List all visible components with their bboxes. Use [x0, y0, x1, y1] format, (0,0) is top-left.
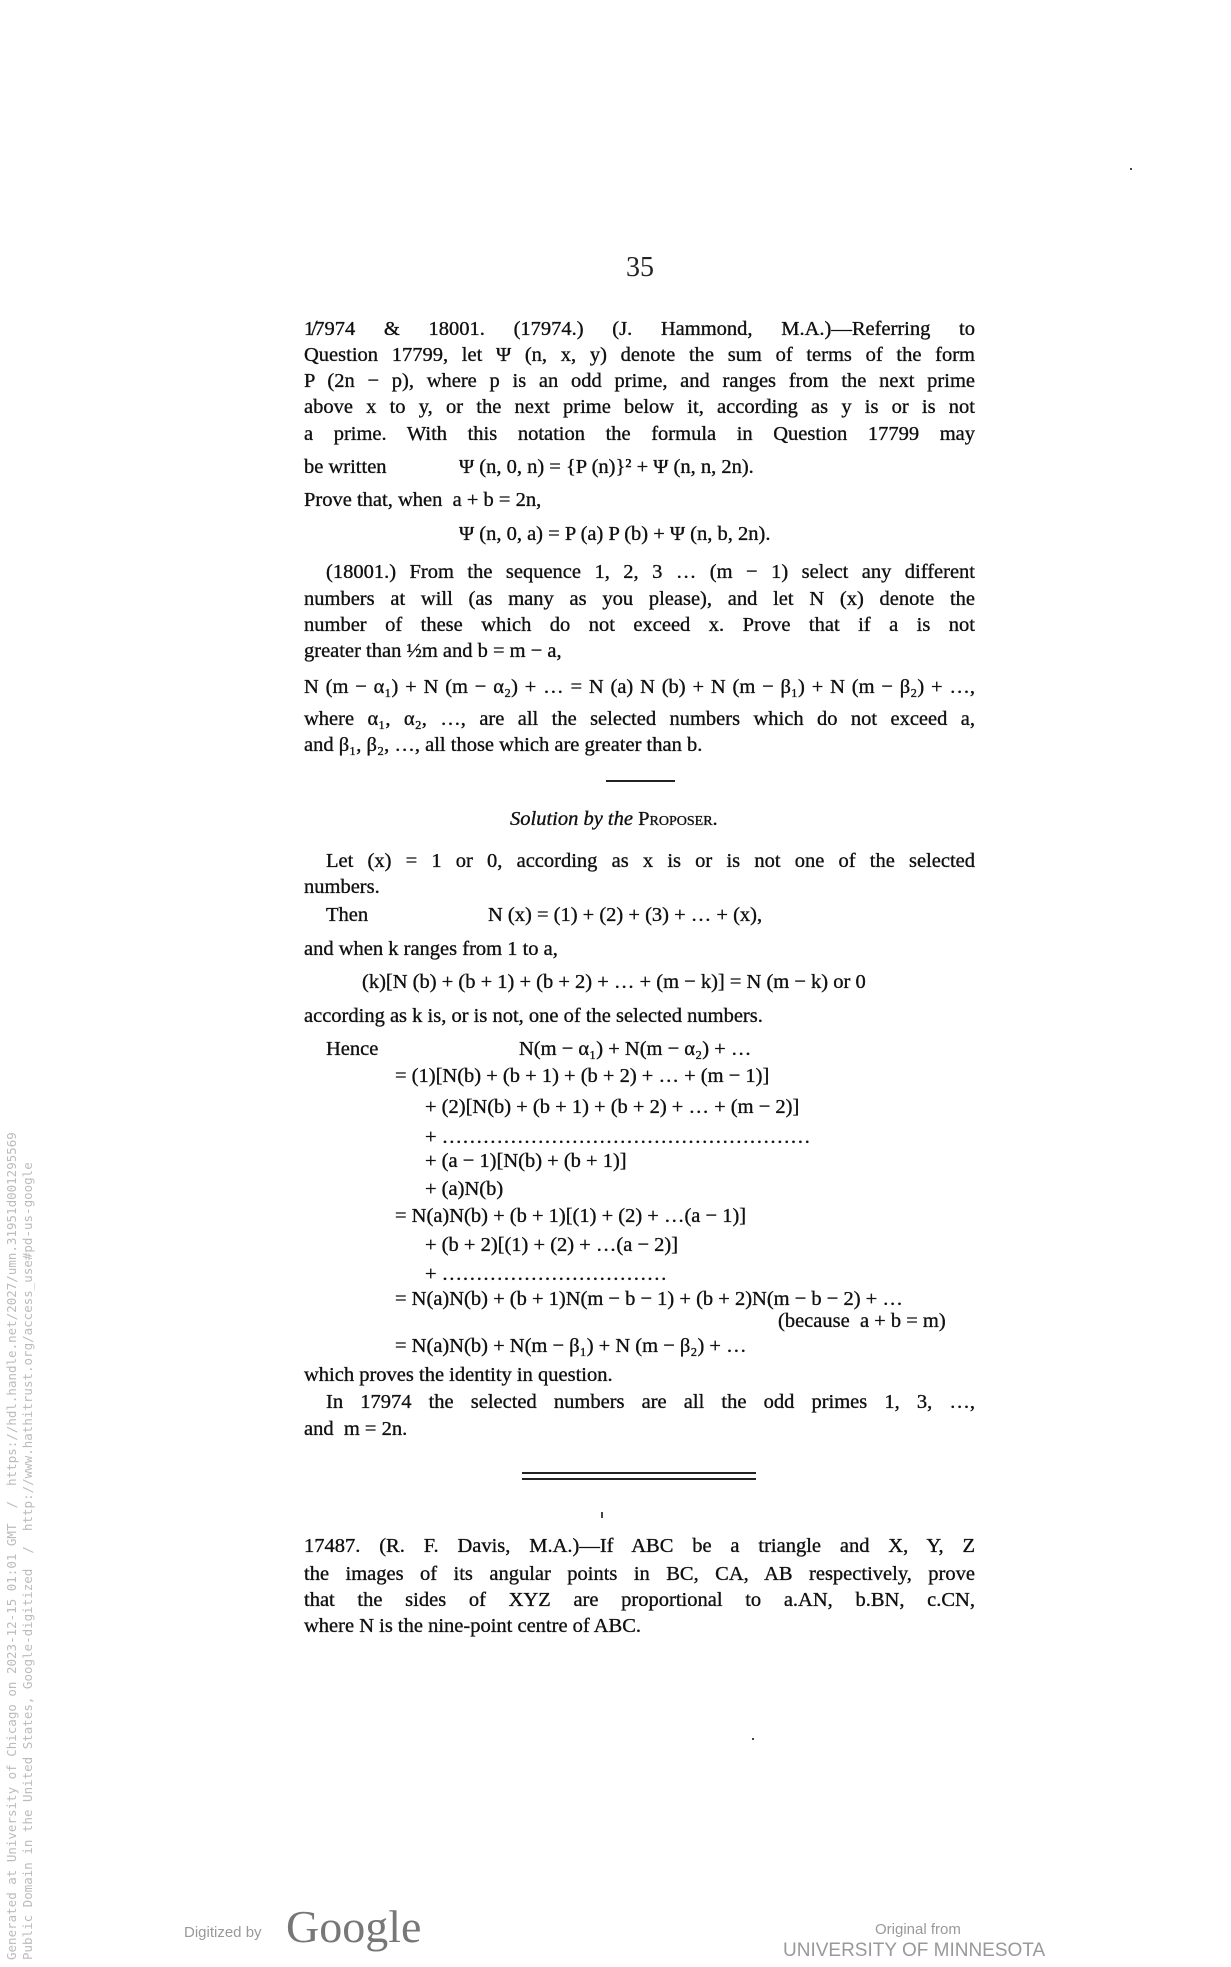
text-line: which proves the identity in question.: [304, 1364, 613, 1386]
formula: Ψ (n, 0, a) = P (a) P (b) + Ψ (n, b, 2n).: [459, 523, 771, 545]
text-line: numbers.: [304, 876, 380, 898]
text-line: greater than ½m and b = m − a,: [304, 640, 562, 662]
text-line: and β₁, β₂, …, all those which are greater than b.: [304, 734, 703, 756]
text-line: In 17974 the selected numbers are all the odd primes 1, 3, …,: [326, 1391, 975, 1413]
equation-line: + (a − 1)[N(b) + (b + 1)]: [425, 1150, 627, 1172]
equation-line: = N(a)N(b) + N(m − β₁) + N (m − β₂) + …: [395, 1335, 747, 1357]
text-line: where α₁, α₂, …, are all the selected numbers which do not exceed a,: [304, 708, 975, 730]
text-line: P (2n − p), where p is an odd prime, and ranges from the next prime: [304, 370, 975, 392]
university: UNIVERSITY OF MINNESOTA: [783, 1940, 1046, 1961]
text-line: Prove that, when a + b = 2n,: [304, 489, 542, 511]
text-line: where N is the nine-point centre of ABC.: [304, 1615, 642, 1637]
equation-line: = N(a)N(b) + (b + 1)[(1) + (2) + …(a − 1)]: [395, 1205, 747, 1227]
formula: N (x) = (1) + (2) + (3) + … + (x),: [488, 904, 763, 926]
equation-line: + ……………………………: [425, 1263, 668, 1285]
formula: Ψ (n, 0, n) = {P (n)}² + Ψ (n, n, 2n).: [459, 456, 754, 478]
digitized-by: Digitized by: [184, 1924, 262, 1941]
text-line: and when k ranges from 1 to a,: [304, 938, 558, 960]
equation-line: + ………………………………………………: [425, 1126, 811, 1148]
solution-heading-caps: Proposer.: [638, 808, 718, 830]
text-line: above x to y, or the next prime below it, according as y is or is not: [304, 396, 975, 418]
formula: (k)[N (b) + (b + 1) + (b + 2) + … + (m − k)] = N (m − k) or 0: [362, 971, 866, 993]
equation-line: = N(a)N(b) + (b + 1)N(m − b − 1) + (b + 2)N(m − b − 2) + …: [395, 1288, 903, 1310]
watermark-line-2: Public Domain in the United States, Google-digitized / http://www.hathitrust.org/access_use#pd-us-google: [20, 1162, 35, 1960]
text-line: Then: [326, 904, 369, 926]
equation-line: + (2)[N(b) + (b + 1) + (b + 2) + … + (m − 2)]: [425, 1096, 800, 1118]
original-from: Original from: [875, 1921, 961, 1938]
text-line: number of these which do not exceed x. Prove that if a is not: [304, 614, 975, 636]
double-rule-bottom: [522, 1478, 756, 1480]
speck: [752, 1738, 754, 1740]
watermark: [4, 1132, 36, 1960]
equation-note: (because a + b = m): [778, 1310, 946, 1332]
text-line: 17487. (R. F. Davis, M.A.)—If ABC be a triangle and X, Y, Z: [304, 1535, 975, 1557]
equation-line: + (b + 2)[(1) + (2) + …(a − 2)]: [425, 1234, 679, 1256]
solution-heading: [510, 807, 718, 831]
print-mark: [601, 1512, 603, 1518]
solution-heading-italic: Solution by the: [510, 808, 633, 830]
section-divider: [606, 780, 675, 782]
text-line: according as k is, or is not, one of the selected numbers.: [304, 1005, 763, 1027]
equation-line: = (1)[N(b) + (b + 1) + (b + 2) + … + (m − 1)]: [395, 1065, 770, 1087]
text-line: (18001.) From the sequence 1, 2, 3 … (m − 1) select any different: [326, 561, 975, 583]
text-line: Hence: [326, 1038, 379, 1060]
speck: [1130, 168, 1132, 170]
text-line: Question 17799, let Ψ (n, x, y) denote the sum of terms of the form: [304, 344, 975, 366]
google-logo: Google: [286, 1901, 422, 1952]
watermark-line-1: Generated at University of Chicago on 2023-12-15 01:01 GMT / https://hdl.handle.net/2027/umn.31951d001295569: [4, 1132, 19, 1960]
text-line: that the sides of XYZ are proportional to a.AN, b.BN, c.CN,: [304, 1589, 975, 1611]
text-line: the images of its angular points in BC, CA, AB respectively, prove: [304, 1563, 975, 1585]
formula: N(m − α₁) + N(m − α₂) + …: [519, 1038, 752, 1060]
text-line: numbers at will (as many as you please), and let N (x) denote the: [304, 588, 975, 610]
page-number: 35: [626, 252, 654, 283]
equation-line: + (a)N(b): [425, 1178, 504, 1200]
text-line: a prime. With this notation the formula in Question 17799 may: [304, 423, 975, 445]
text-line: and m = 2n.: [304, 1418, 408, 1440]
text-line: be written: [304, 456, 387, 478]
formula: N (m − α₁) + N (m − α₂) + … = N (a) N (b) + N (m − β₁) + N (m − β₂) + …,: [304, 676, 975, 698]
text-line: Let (x) = 1 or 0, according as x is or is not one of the selected: [326, 850, 975, 872]
text-line: 1̸7974 & 18001. (17974.) (J. Hammond, M.A.)—Referring to: [304, 318, 975, 340]
double-rule-top: [522, 1472, 756, 1474]
